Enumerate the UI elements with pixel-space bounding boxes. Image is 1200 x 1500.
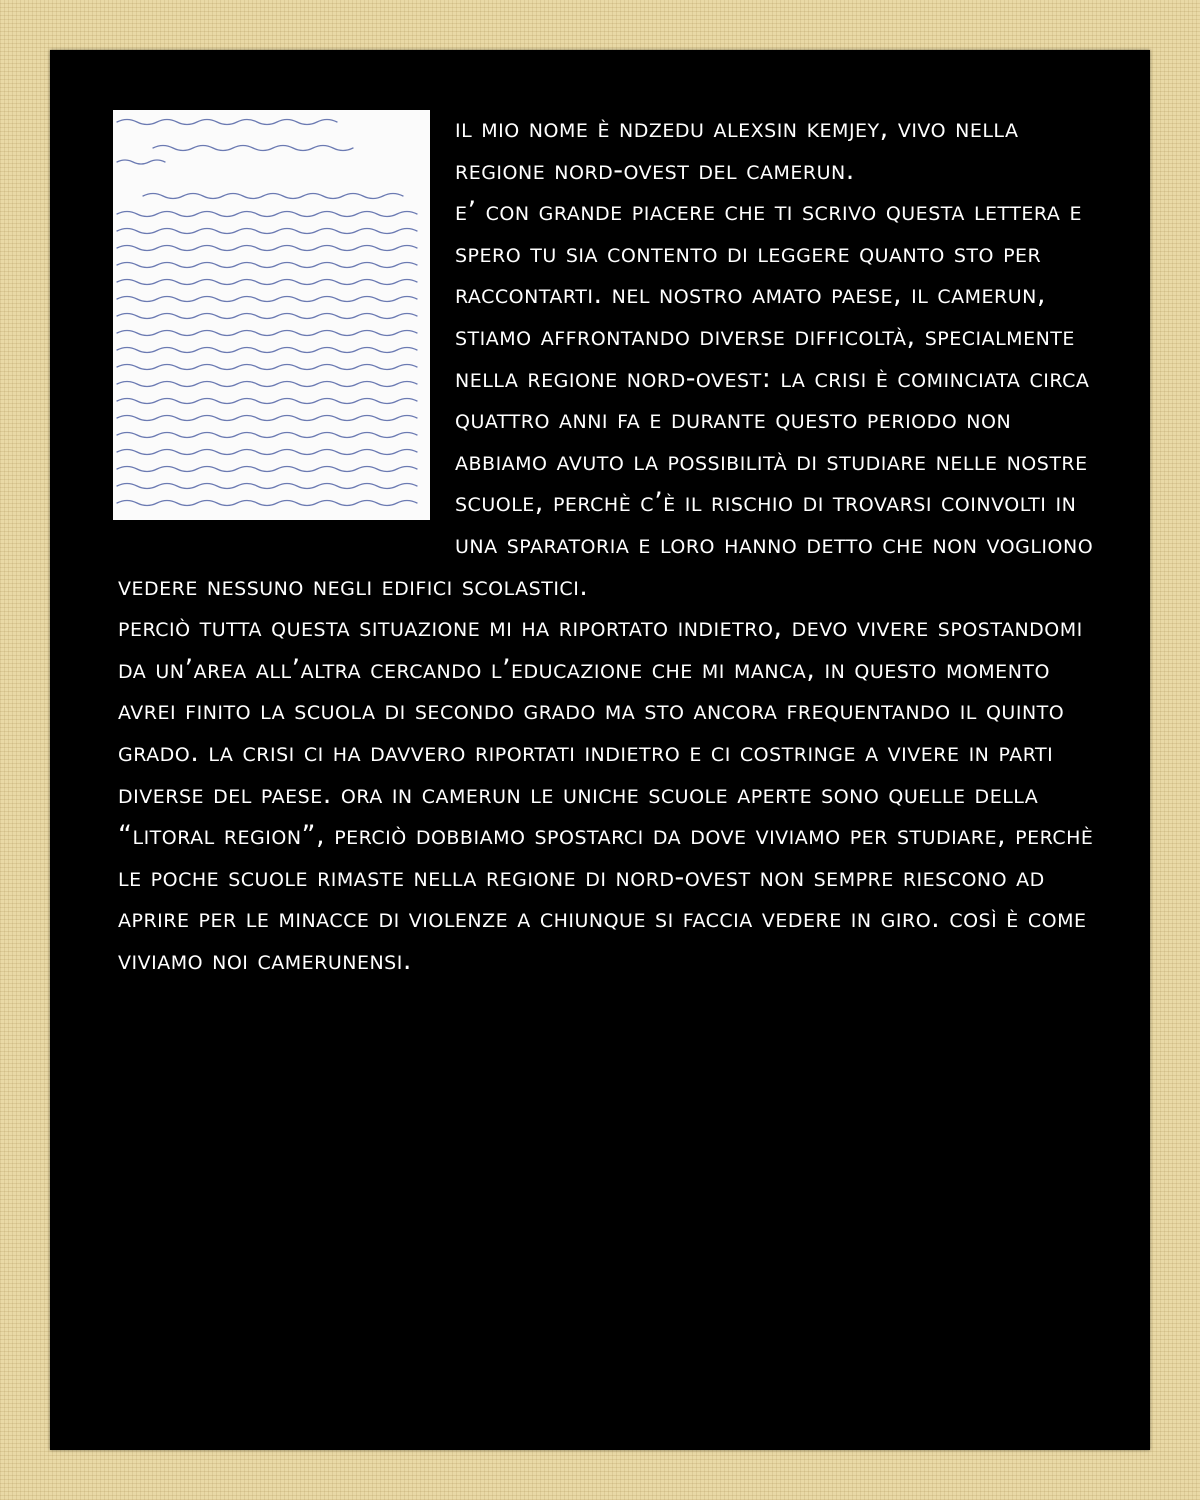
- letter-transcription: [118, 108, 1108, 981]
- letter-paragraph-crisis: e’ con grande piacere che ti scrivo questa lettera e spero tu sia contento di leggere quanto sto per raccontarti. nel nostro amato paese, il camerun, stiamo affrontando diverse difficoltà, specialmente nella regione nord-ovest: la crisi è cominciata circa quattro anni fa e durante questo periodo non abbiamo avuto la possibilità di studiare nelle nostre scuole, perchè c’è il rischio di trovarsi coinvolti in una sparatoria e loro hanno detto che non vogliono vedere nessuno negli edifici scolastici.: [118, 196, 1094, 602]
- chalkboard-panel: [50, 50, 1150, 1450]
- photo-text-wrap-spacer: [118, 108, 437, 524]
- letter-paragraph-consequences: perciò tutta questa situazione mi ha riportato indietro, devo vivere spostandomi da un’area all’altra cercando l’educazione che mi manca, in questo momento avrei finito la scuola di secondo grado ma sto ancora frequentando il quinto grado. la crisi ci ha davvero riportati indietro e ci costringe a vivere in parti diverse del paese. ora in camerun le uniche scuole aperte sono quelle della “litoral region”, perciò dobbiamo spostarci da dove viviamo per studiare, perchè le poche scuole rimaste nella regione di nord-ovest non sempre riescono ad aprire per le minacce di violenze a chiunque si faccia vedere in giro. così è come viviamo noi camerunensi.: [118, 612, 1094, 976]
- letter-paragraph-intro: il mio nome è ndzedu alexsin kemjey, vivo nella regione nord-ovest del camerun.: [455, 113, 1019, 186]
